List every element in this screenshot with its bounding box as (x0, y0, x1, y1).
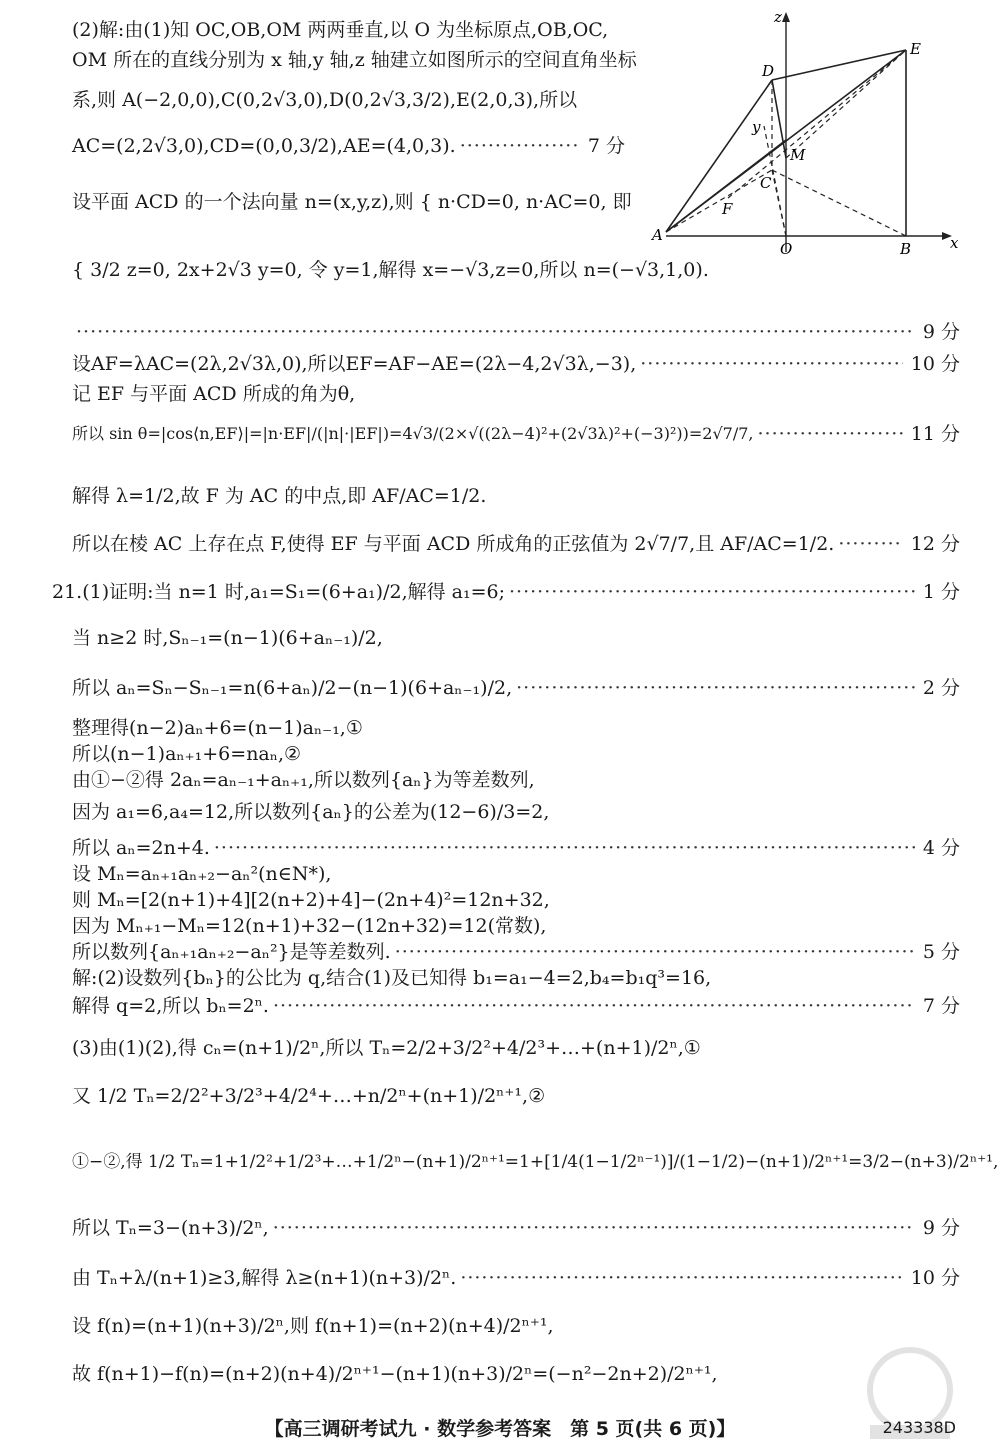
label-D: D (762, 62, 775, 80)
q21-line-19-text: 由 Tₙ+λ/(n+1)≥3,解得 λ≥(n+1)(n+3)/2ⁿ. (72, 1267, 457, 1289)
score-10: 10 分 (910, 353, 960, 375)
score-2: 2 分 (922, 677, 960, 699)
score-9b: 9 分 (922, 1217, 960, 1239)
label-y: y (752, 118, 761, 136)
label-A: A (652, 226, 663, 244)
p2-line-10-text: 所以 sin θ=|cos⟨n,EF⟩|=|n·EF|/(|n|·|EF|)=4√3/(2×√((2λ−4)²+(2√3λ)²+(−3)²))=2√7/7, (72, 424, 754, 443)
label-E: E (910, 40, 921, 58)
score-9: 9 分 (922, 321, 960, 343)
q21-line-3-text: 所以 aₙ=Sₙ−Sₙ₋₁=n(6+aₙ)/2−(n−1)(6+aₙ₋₁)/2, (72, 677, 513, 699)
q21-line-6: 由①−②得 2aₙ=aₙ₋₁+aₙ₊₁,所以数列{aₙ}为等差数列, (72, 769, 535, 791)
p2-line-8 (72, 352, 960, 376)
p2-line-12-text: 所以在棱 AC 上存在点 F,使得 EF 与平面 ACD 所成角的正弦值为 2√7/7,且 AF/AC=1/2. (72, 533, 835, 555)
q21-line-18-text: 所以 Tₙ=3−(n+3)/2ⁿ, (72, 1217, 269, 1239)
p2-line-12 (72, 532, 960, 556)
q21-line-8-text: 所以 aₙ=2n+4. (72, 837, 210, 859)
q21-line-14 (72, 994, 960, 1018)
score-1: 1 分 (922, 581, 960, 603)
p2-line-3: 系,则 A(−2,0,0),C(0,2√3,0),D(0,2√3,3/2),E(2,0,3),所以 (72, 89, 578, 111)
p2-line-5: 设平面 ACD 的一个法向量 n=(x,y,z),则 { n·CD=0, n·AC=0, 即 (72, 191, 632, 213)
label-F: F (722, 200, 733, 218)
p2-line-4-text: AC=(2,2√3,0),CD=(0,0,3/2),AE=(4,0,3). (72, 135, 456, 157)
label-x: x (950, 234, 959, 252)
q21-line-9: 设 Mₙ=aₙ₊₁aₙ₊₂−aₙ²(n∈N*), (72, 863, 332, 885)
label-B: B (900, 240, 912, 258)
p2-line-1: (2)解:由(1)知 OC,OB,OM 两两垂直,以 O 为坐标原点,OB,OC, (72, 19, 609, 41)
label-M: M (790, 146, 806, 164)
p2-line-8-text: 设AF=λAC=(2λ,2√3λ,0),所以EF=AF−AE=(2λ−4,2√3λ,−3), (72, 353, 637, 375)
p2-line-11: 解得 λ=1/2,故 F 为 AC 的中点,即 AF/AC=1/2. (72, 485, 487, 507)
label-z: z (774, 8, 782, 26)
p2-line-7 (72, 320, 960, 344)
q21-line-20: 设 f(n)=(n+1)(n+3)/2ⁿ,则 f(n+1)=(n+2)(n+4)/2ⁿ⁺¹, (72, 1315, 554, 1337)
score-10b: 10 分 (910, 1267, 960, 1289)
page-footer: 【高三调研考试九 · 数学参考答案 第 5 页(共 6 页)】 (264, 1418, 736, 1440)
q21-line-12 (72, 940, 960, 964)
p2-line-2: OM 所在的直线分别为 x 轴,y 轴,z 轴建立如图所示的空间直角坐标 (72, 49, 637, 71)
q21-line-16: 又 1/2 Tₙ=2/2²+3/2³+4/2⁴+…+n/2ⁿ+(n+1)/2ⁿ⁺¹,② (72, 1085, 546, 1107)
coordinate-figure (648, 8, 968, 260)
q21-line-12-text: 所以数列{aₙ₊₁aₙ₊₂−aₙ²}是等差数列. (72, 941, 391, 963)
q21-line-1 (52, 580, 960, 604)
q21-line-11: 因为 Mₙ₊₁−Mₙ=12(n+1)+32−(12n+32)=12(常数), (72, 915, 547, 937)
p2-line-9: 记 EF 与平面 ACD 所成的角为θ, (72, 383, 356, 405)
score-7b: 7 分 (922, 995, 960, 1017)
doc-code: 243338D (882, 1418, 956, 1437)
label-C: C (760, 174, 772, 192)
q21-line-17: ①−②,得 1/2 Tₙ=1+1/2²+1/2³+…+1/2ⁿ−(n+1)/2ⁿ⁺¹=1+[1/4(1−1/2ⁿ⁻¹)]/(1−1/2)−(n+1)/2ⁿ⁺¹=3/2−(n+3)/2ⁿ⁺¹, (72, 1152, 999, 1172)
q21-line-4: 整理得(n−2)aₙ+6=(n−1)aₙ₋₁,① (72, 717, 363, 739)
q21-line-19 (72, 1266, 960, 1290)
q21-line-1-text: 21.(1)证明:当 n=1 时,a₁=S₁=(6+a₁)/2,解得 a₁=6; (52, 581, 506, 603)
q21-line-10: 则 Mₙ=[2(n+1)+4][2(n+2)+4]−(2n+4)²=12n+32, (72, 889, 550, 911)
q21-line-15: (3)由(1)(2),得 cₙ=(n+1)/2ⁿ,所以 Tₙ=2/2+3/2²+4/2³+…+(n+1)/2ⁿ,① (72, 1037, 701, 1059)
q21-line-2: 当 n≥2 时,Sₙ₋₁=(n−1)(6+aₙ₋₁)/2, (72, 627, 383, 649)
score-11: 11 分 (910, 423, 960, 445)
p2-line-10 (72, 422, 960, 446)
p2-line-6: { 3/2 z=0, 2x+2√3 y=0, 令 y=1,解得 x=−√3,z=0,所以 n=(−√3,1,0). (72, 259, 709, 281)
score-4: 4 分 (922, 837, 960, 859)
q21-line-13: 解:(2)设数列{bₙ}的公比为 q,结合(1)及已知得 b₁=a₁−4=2,b₄=b₁q³=16, (72, 967, 712, 989)
q21-line-7: 因为 a₁=6,a₄=12,所以数列{aₙ}的公差为(12−6)/3=2, (72, 801, 550, 823)
score-5: 5 分 (922, 941, 960, 963)
q21-line-8 (72, 836, 960, 860)
q21-line-5: 所以(n−1)aₙ₊₁+6=naₙ,② (72, 743, 302, 765)
score-7: 7 分 (587, 135, 625, 157)
q21-line-3 (72, 676, 960, 700)
q21-line-14-text: 解得 q=2,所以 bₙ=2ⁿ. (72, 995, 269, 1017)
score-12: 12 分 (910, 533, 960, 555)
p2-line-4 (72, 134, 625, 158)
q21-line-18 (72, 1216, 960, 1240)
q21-line-21: 故 f(n+1)−f(n)=(n+2)(n+4)/2ⁿ⁺¹−(n+1)(n+3)/2ⁿ=(−n²−2n+2)/2ⁿ⁺¹, (72, 1363, 718, 1385)
label-O: O (780, 240, 793, 258)
